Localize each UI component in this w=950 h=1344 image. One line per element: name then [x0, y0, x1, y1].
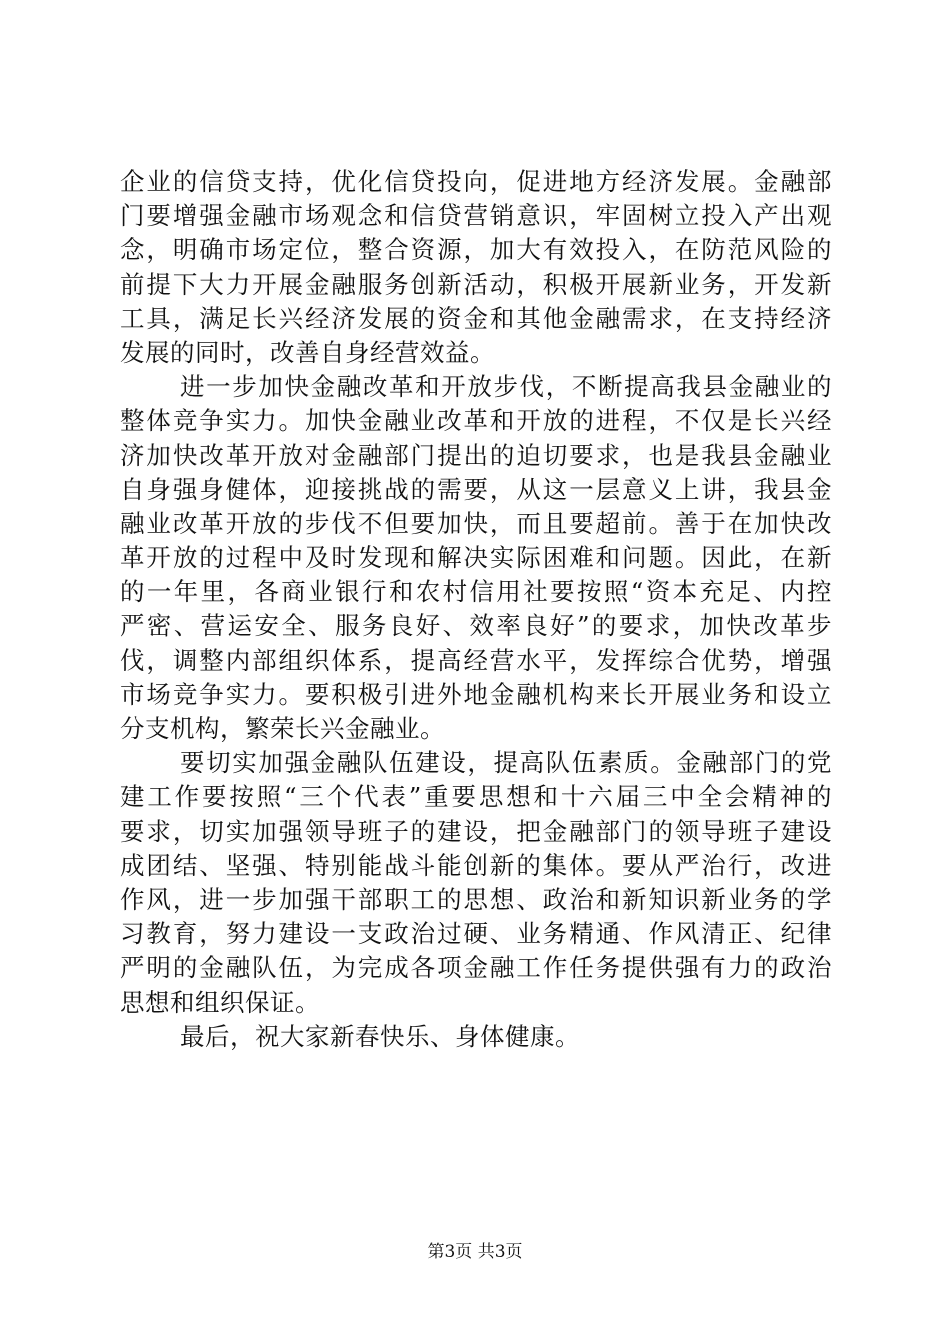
body-line: 工具，满足长兴经济发展的资金和其他金融需求，在支持经济: [120, 303, 832, 333]
body-line: 分支机构，繁荣长兴金融业。: [120, 714, 445, 743]
body-line: 严密、营运安全、服务良好、效率良好”的要求，加快改革步: [120, 611, 832, 641]
body-line: 企业的信贷支持，优化信贷投向，促进地方经济发展。金融部: [120, 167, 832, 196]
paragraph-first-line: 进一步加快金融改革和开放步伐，不断提高我县金融业的: [180, 372, 832, 402]
body-line: 习教育，努力建设一支政治过硬、业务精通、作风清正、纪律: [120, 919, 832, 949]
body-line: 成团结、坚强、特别能战斗能创新的集体。要从严治行，改进: [120, 850, 832, 880]
body-line: 思想和组织保证。: [120, 987, 320, 1017]
body-line: 作风，进一步加强干部职工的思想、政治和新知识新业务的学: [120, 884, 832, 914]
body-line: 严明的金融队伍，为完成各项金融工作任务提供强有力的政治: [120, 953, 832, 983]
body-line: 革开放的过程中及时发现和解决实际困难和问题。因此，在新: [120, 543, 832, 573]
body-line: 融业改革开放的步伐不但要加快，而且要超前。善于在加快改: [120, 508, 832, 538]
body-line: 门要增强金融市场观念和信贷营销意识，牢固树立投入产出观: [120, 201, 832, 231]
body-line: 的一年里，各商业银行和农村信用社要按照“资本充足、内控: [120, 577, 832, 607]
body-line: 建工作要按照“三个代表”重要思想和十六届三中全会精神的: [120, 782, 832, 812]
document-body: [120, 165, 832, 1054]
body-line: 济加快改革开放对金融部门提出的迫切要求，也是我县金融业: [120, 440, 832, 470]
body-line: 市场竞争实力。要积极引进外地金融机构来长开展业务和设立: [120, 679, 832, 709]
page-number-footer: 第3页 共3页: [427, 1242, 523, 1262]
body-line: 发展的同时，改善自身经营效益。: [120, 337, 495, 367]
body-line: 伐，调整内部组织体系，提高经营水平，发挥综合优势，增强: [120, 645, 832, 675]
closing-line: 最后，祝大家新春快乐、身体健康。: [180, 1021, 580, 1051]
paragraph-first-line: 要切实加强金融队伍建设，提高队伍素质。金融部门的党: [180, 748, 832, 778]
body-line: 念，明确市场定位，整合资源，加大有效投入，在防范风险的: [120, 235, 832, 265]
body-line: 前提下大力开展金融服务创新活动，积极开展新业务，开发新: [120, 269, 832, 299]
body-line: 自身强身健体，迎接挑战的需要，从这一层意义上讲，我县金: [120, 474, 832, 504]
body-line: 整体竞争实力。加快金融业改革和开放的进程，不仅是长兴经: [120, 406, 832, 436]
body-line: 要求，切实加强领导班子的建设，把金融部门的领导班子建设: [120, 816, 832, 846]
